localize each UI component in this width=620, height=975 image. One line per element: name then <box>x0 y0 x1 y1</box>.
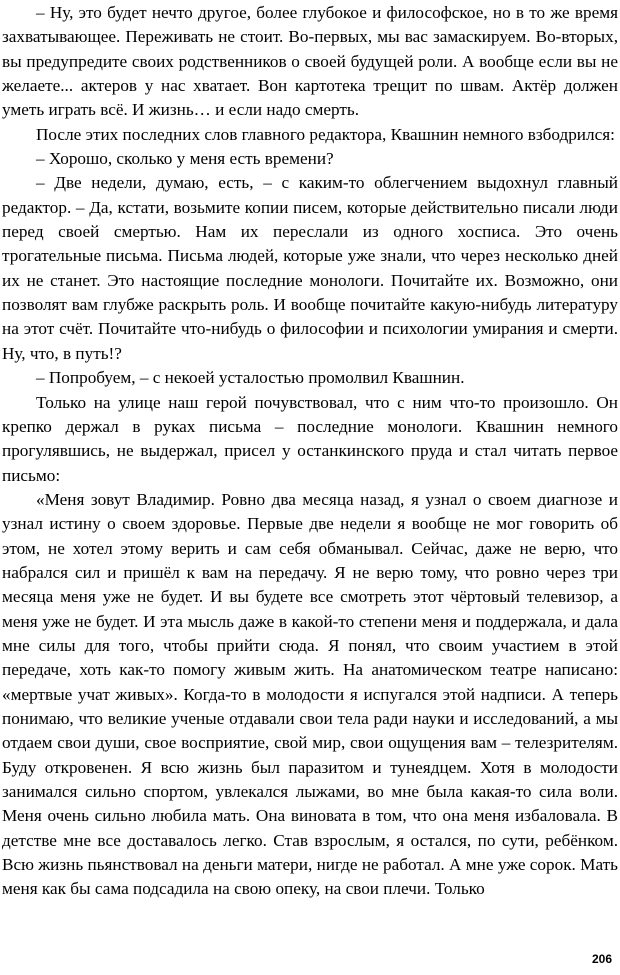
paragraph-7: «Меня зовут Владимир. Ровно два месяца назад, я узнал о своем диагнозе и узнал истину о своем здоровье. Первые две недели я вообще не мог говорить об этом, не хотел этому верить и сам себя обманывал. Сейчас, даже не верю, что набрался сил и пришёл к вам на передачу. Я не верю тому, что ровно через три месяца меня уже не будет. И вы будете все смотреть этот чёртовый телевизор, а меня уже не будет. И эта мысль даже в какой-то степени меня и поддержала, и дала мне силы для того, чтобы прийти сюда. Я понял, что своим участием в этой передаче, хоть как-то помогу живым жить. На анатомическом театре написано: «мертвые учат живых». Когда-то в молодости я испугался этой надписи. А теперь понимаю, что великие ученые отдавали свои тела ради науки и исследований, а мы отдаем свои души, свое восприятие, свой мир, свои ощущения вам – телезрителям. Буду откровенен. Я всю жизнь был паразитом и тунеядцем. Хотя в молодости занимался сильно спортом, увлекался лыжами, во мне была какая-то сила воли. Меня очень сильно любила мать. Она виновата в том, что она меня избаловала. В детстве мне все доставалось легко. Став взрослым, я остался, по сути, ребёнком. Всю жизнь пьянствовал на деньги матери, нигде не работал. А мне уже сорок. Мать меня как бы сама подсадила на свою опеку, на свои плечи. Только <box>2 489 618 899</box>
paragraph-3: – Хорошо, сколько у меня есть времени? <box>36 149 334 169</box>
paragraph-1: – Ну, это будет нечто другое, более глубокое и философское, но в то же время захватывающее. Переживать не стоит. Во-первых, мы вас замаскируем. Во-вторых, вы предупредите своих родственников о своей будущей роли. А вообще если вы не желаете... актеров у нас хватает. Вон картотека трещит по швам. Актёр должен уметь играть всё. И жизнь… и если надо смерть. <box>2 3 618 120</box>
paragraph-6: Только на улице наш герой почувствовал, что с ним что-то произошло. Он крепко держал в руках письма – последние монологи. Квашнин немного прогулявшись, не выдержал, присел у останкинского пруда и стал читать первое письмо: <box>2 392 618 485</box>
page-number: 206 <box>591 952 612 966</box>
paragraph-4: – Две недели, думаю, есть, – с каким-то облегчением выдохнул главный редактор. – Да, кстати, возьмите копии писем, которые действительно писали люди перед своей смертью. Нам их переслали из одного хосписа. Это очень трогательные письма. Письма людей, которые уже знали, что через несколько дней их не станет. Это настоящие последние монологи. Почитайте их. Возможно, они позволят вам глубже раскрыть роль. И вообще почитайте какую-нибудь литературу на этот счёт. Почитайте что-нибудь о философии и психологии умирания и смерти. Ну, что, в путь!? <box>2 173 618 363</box>
paragraph-2: После этих последних слов главного редактора, Квашнин немного взбодрился: <box>36 124 615 144</box>
paragraph-5: – Попробуем, – с некоей усталостью промолвил Квашнин. <box>36 368 465 388</box>
